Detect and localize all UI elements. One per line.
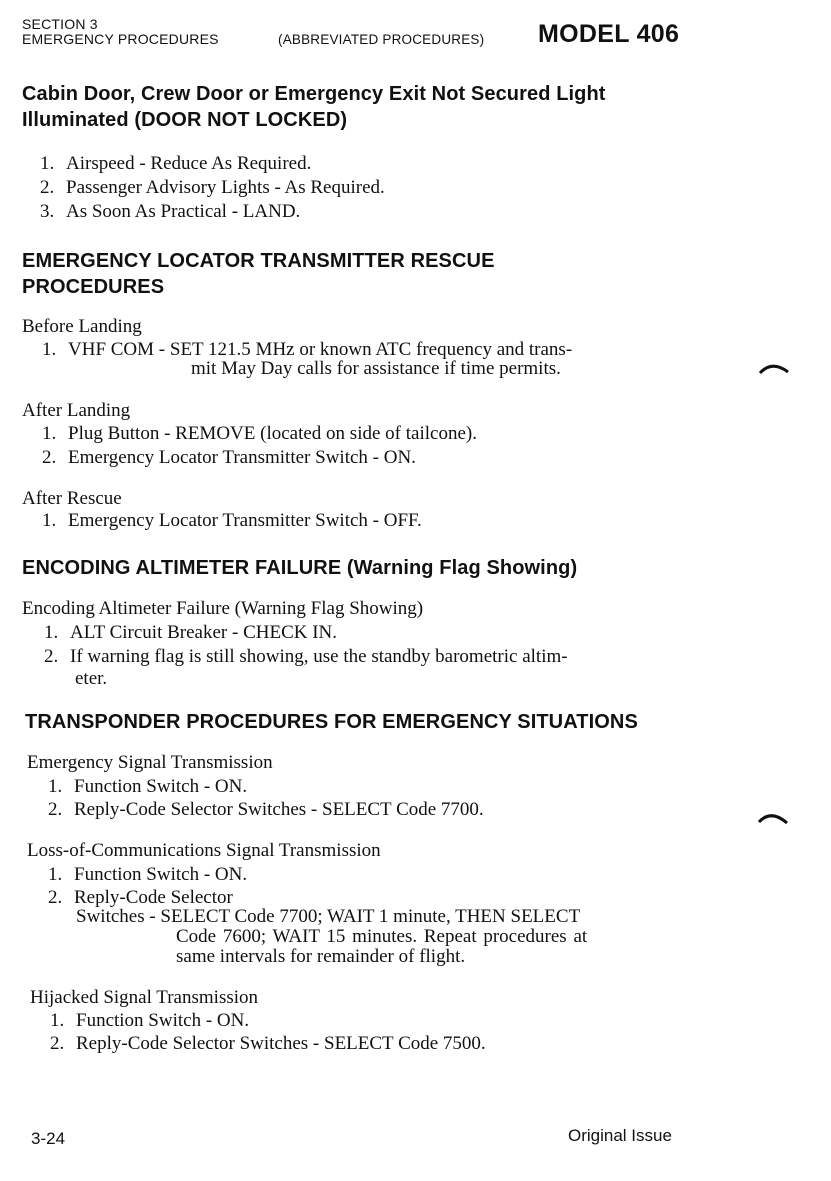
section-title: EMERGENCY PROCEDURES xyxy=(22,31,219,47)
list-item: 2. Reply-Code Selector xyxy=(48,887,233,908)
page-number: 3-24 xyxy=(31,1129,66,1148)
margin-change-bar xyxy=(757,811,793,825)
after-rescue-label: After Rescue xyxy=(22,488,122,509)
list-item-continuation: Code 7600; WAIT 15 minutes. Repeat procedures at xyxy=(176,926,588,947)
list-item: 1. VHF COM - SET 121.5 MHz or known ATC frequency and trans- xyxy=(42,339,573,360)
after-landing-label: After Landing xyxy=(22,400,131,421)
list-item: 1. Function Switch - ON. xyxy=(48,776,248,797)
list-item: 2. If warning flag is still showing, use the standby barometric altim- xyxy=(44,646,568,667)
list-item: 2. Emergency Locator Transmitter Switch - ON. xyxy=(42,447,416,468)
list-item-continuation: Switches - SELECT Code 7700; WAIT 1 minute, THEN SELECT xyxy=(76,906,581,927)
list-item: 2. Reply-Code Selector Switches - SELECT Code 7700. xyxy=(48,799,484,820)
list-item-continuation: same intervals for remainder of flight. xyxy=(176,946,466,967)
list-item: 3. As Soon As Practical - LAND. xyxy=(40,201,301,222)
header-subtitle: (ABBREVIATED PROCEDURES) xyxy=(278,32,485,47)
elt-heading-line2: PROCEDURES xyxy=(22,276,165,298)
altimeter-label: Encoding Altimeter Failure (Warning Flag Showing) xyxy=(22,598,424,619)
section-number: SECTION 3 xyxy=(22,16,98,32)
list-item: 1. Airspeed - Reduce As Required. xyxy=(40,153,312,174)
door-heading-line2: Illuminated (DOOR NOT LOCKED) xyxy=(22,109,348,131)
hijack-label: Hijacked Signal Transmission xyxy=(30,987,259,1008)
issue-label: Original Issue xyxy=(568,1126,672,1145)
margin-change-bar xyxy=(758,362,794,376)
list-item: 2. Reply-Code Selector Switches - SELECT Code 7500. xyxy=(50,1033,486,1054)
altimeter-heading: ENCODING ALTIMETER FAILURE (Warning Flag Showing) xyxy=(22,557,578,579)
list-item: 2. Passenger Advisory Lights - As Required. xyxy=(40,177,385,198)
list-item-continuation: mit May Day calls for assistance if time permits. xyxy=(191,358,561,379)
elt-heading-line1: EMERGENCY LOCATOR TRANSMITTER RESCUE xyxy=(22,250,495,272)
transponder-heading: TRANSPONDER PROCEDURES FOR EMERGENCY SITUATIONS xyxy=(25,711,638,733)
list-item: 1. Plug Button - REMOVE (located on side of tailcone). xyxy=(42,423,477,444)
list-item: 1. Emergency Locator Transmitter Switch - OFF. xyxy=(42,510,422,531)
list-item: 1. Function Switch - ON. xyxy=(48,864,248,885)
door-heading-line1: Cabin Door, Crew Door or Emergency Exit Not Secured Light xyxy=(22,83,606,105)
emergency-signal-label: Emergency Signal Transmission xyxy=(27,752,273,773)
model-title: MODEL 406 xyxy=(538,20,680,48)
list-item-continuation: eter. xyxy=(75,668,108,689)
before-landing-label: Before Landing xyxy=(22,316,142,337)
list-item: 1. Function Switch - ON. xyxy=(50,1010,250,1031)
list-item: 1. ALT Circuit Breaker - CHECK IN. xyxy=(44,622,338,643)
loss-comm-label: Loss-of-Communications Signal Transmission xyxy=(27,840,381,861)
